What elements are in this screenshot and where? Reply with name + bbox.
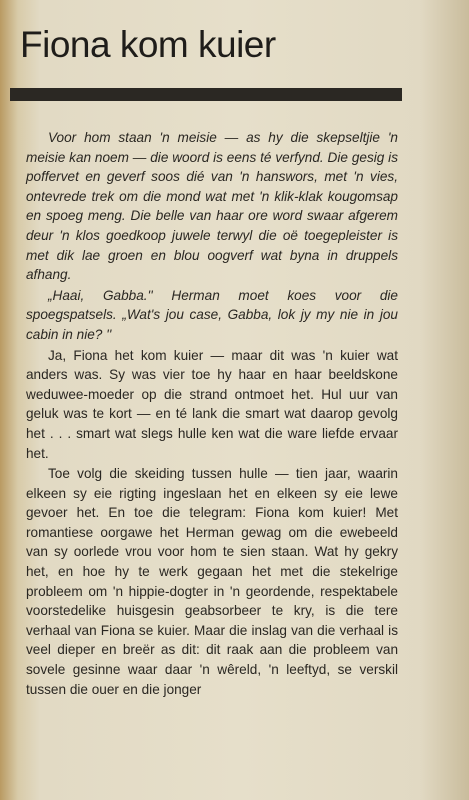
blurb-text	[26, 128, 398, 699]
page-title: Fiona kom kuier	[20, 24, 276, 65]
paragraph-4: Toe volg die skeiding tussen hulle — tien jaar, waarin elkeen sy eie rigting ingeslaan het en elkeen sy eie lewe gevoer het. En toe die telegram: Fiona kom kuier! Met romantiese oorgawe het Herman gewag om die ewebeeld van sy oorlede vrou voor hom te sien staan. Wat hy gekry het, en hoe hy te werk gegaan het met die stekelrige probleem om 'n hippie-dogter in 'n geordende, respektabele voorstedelike huisgesin geabsorbeer te kry, is die tere verhaal van Fiona se kuier. Maar die inslag van die verhaal is veel dieper en breër as dit: dit raak aan die probleem van sovele gesinne waar daar 'n wêreld, 'n leeftyd, se verskil tussen die ouer en die jonger	[26, 466, 398, 697]
paragraph-3: Ja, Fiona het kom kuier — maar dit was 'n kuier wat anders was. Sy was vier toe hy haar en haar beeldskone weduwee-moeder op die strand ontmoet het. Hul uur van geluk was te kort — en té lank die smart wat daarop gevolg het . . . smart wat slegs hulle ken wat die ware liefde ervaar het.	[26, 347, 398, 461]
paragraph-2: „Haai, Gabba.'' Herman moet koes voor die spoegspatsels. „Wat's jou case, Gabba, lok jy my nie in jou cabin in nie? ''	[26, 287, 398, 342]
title-rule	[10, 88, 402, 101]
paragraph-1: Voor hom staan 'n meisie — as hy die skepseltjie 'n meisie kan noem — die woord is eens té verfynd. Die gesig is poffervet en geverf soos dié van 'n hanswors, met 'n vies, ontevrede trek om die mond wat met 'n klik-klak kougomsap en spoeg meng. Die belle van haar ore word swaar afgerem deur 'n klos goedkoop juwele terwyl die oë toegepleister is met dik lae groen en blou oogverf wat byna in druppels afhang.	[26, 130, 398, 283]
